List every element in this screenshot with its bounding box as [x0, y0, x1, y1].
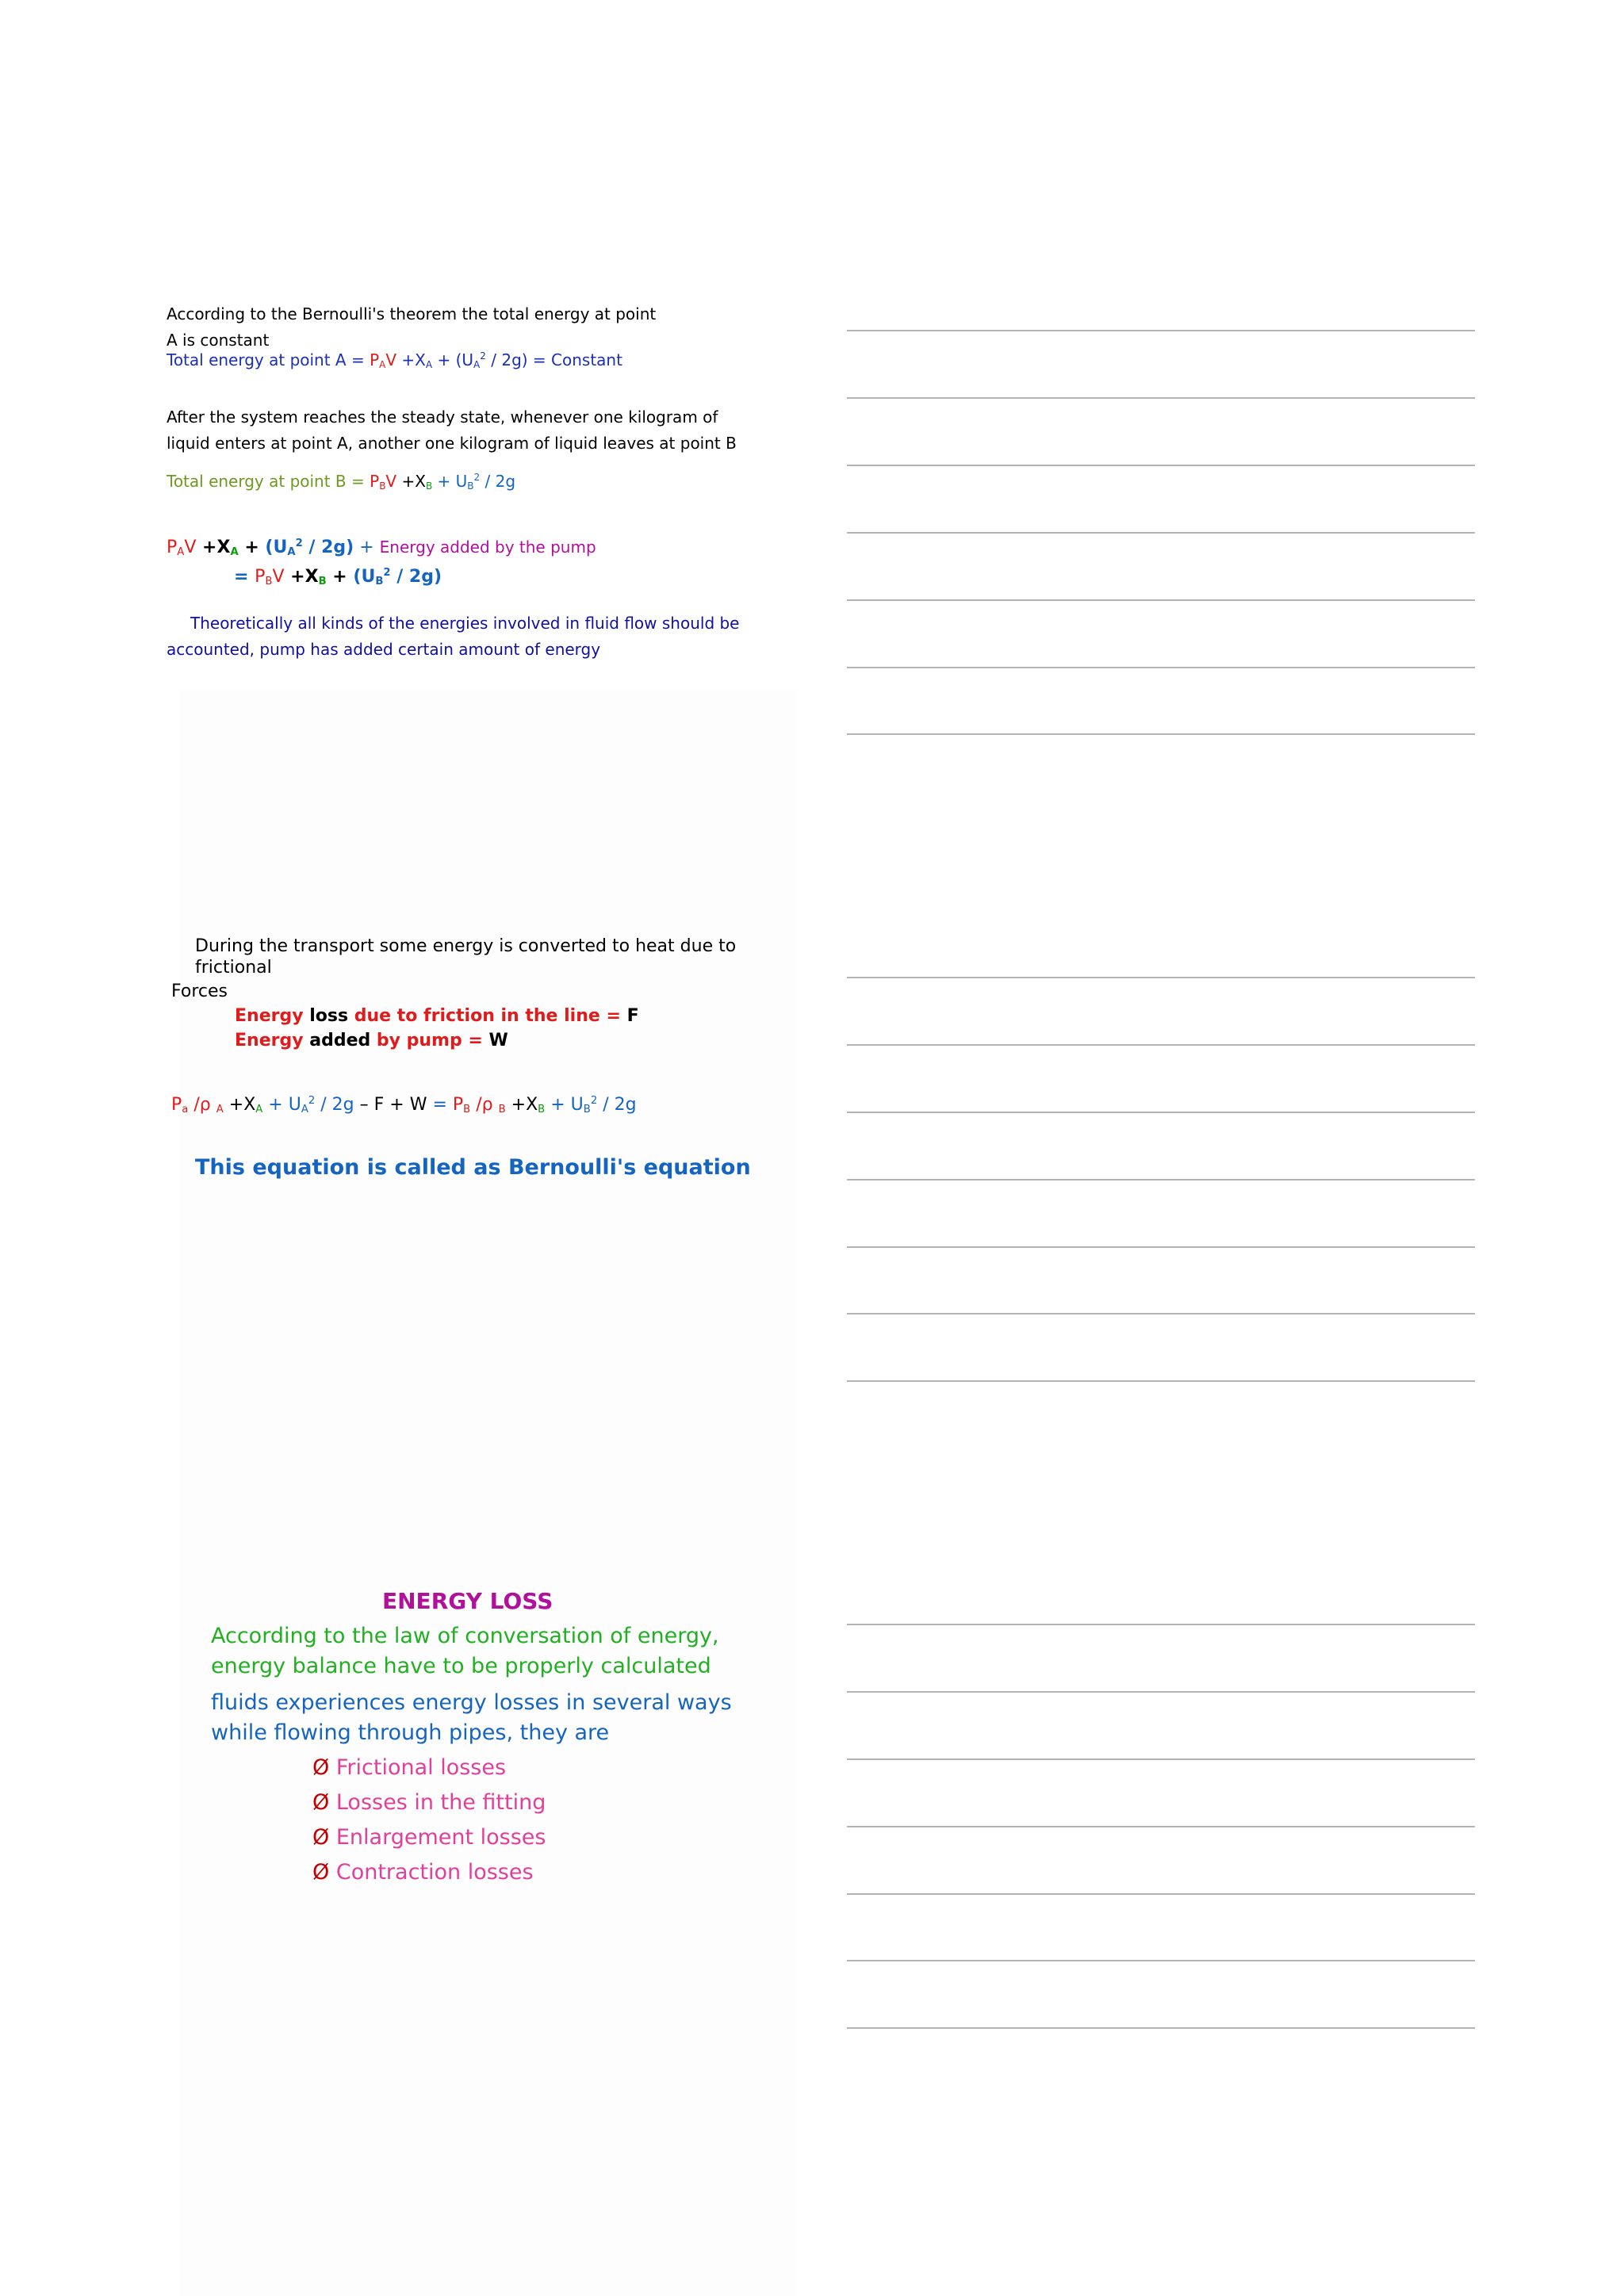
note-line [847, 1960, 1475, 1961]
eq-b-prefix: Total energy at point B = [167, 472, 370, 491]
note-line [847, 465, 1475, 466]
slide2-line1: During the transport some energy is converted to heat due to [195, 936, 737, 956]
slide3-para2-line2: while flowing through pipes, they are [211, 1720, 610, 1745]
eq-a-prefix: Total energy at point A = [167, 350, 370, 369]
slide2-intro [195, 936, 736, 978]
bal-pump-energy: Energy added by the pump [379, 538, 596, 557]
beq-u-tail: / 2g [315, 1095, 354, 1115]
eq-b-v: V [385, 472, 397, 491]
bal-plus3: + [326, 567, 354, 587]
bal-x2: +X [284, 567, 319, 587]
energy-balance-line1 [167, 538, 596, 558]
eq-b-x-sub: B [425, 480, 433, 492]
slide1-para1-line2: A is constant [167, 331, 270, 350]
beq-p2-sub: B [463, 1104, 471, 1115]
bullet-icon: Ø [312, 1790, 330, 1815]
slide1-para3-line1: Theoretically all kinds of the energies involved in fluid flow should be [190, 614, 740, 633]
bal-x2-sub: B [318, 576, 327, 587]
slide3-para1-line1: According to the law of conversation of energy, [211, 1624, 719, 1648]
equation-total-energy-b [167, 472, 515, 492]
slide3-para1-line2: energy balance have to be properly calculated [211, 1654, 711, 1678]
eq-b-tail: / 2g [480, 472, 516, 491]
beq-fw: – F + W [354, 1095, 433, 1115]
eq-a-x-sub: A [425, 359, 433, 370]
bullet-icon: Ø [312, 1755, 330, 1780]
bal-p-sub: A [177, 546, 185, 558]
eq-b-p: P [370, 472, 380, 491]
note-line [847, 1893, 1475, 1895]
slide1-para2-line2: liquid enters at point A, another one kilogram of liquid leaves at point B [167, 434, 737, 453]
eq-a-v: V [385, 350, 397, 369]
note-line [847, 330, 1475, 331]
note-line [847, 667, 1475, 668]
bal-p2-sub: B [265, 576, 273, 587]
bal-u2: (U [353, 567, 376, 587]
slide-1 [0, 293, 809, 690]
beq-p2: P [452, 1095, 464, 1115]
loss-w4: F [626, 1006, 639, 1026]
note-line [847, 397, 1475, 399]
eq-a-u-sub: A [473, 359, 481, 370]
losses-list [312, 1751, 546, 1890]
energy-added-pump [235, 1031, 508, 1050]
slide3-para2-line1: fluids experiences energy losses in several ways [211, 1690, 732, 1715]
list-item [312, 1855, 546, 1890]
bullet-icon: Ø [312, 1860, 330, 1885]
bal-u-sup: 2 [295, 538, 303, 549]
eq-b-p-sub: B [379, 480, 386, 492]
beq-u-sup: 2 [308, 1095, 316, 1107]
note-line [847, 1380, 1475, 1382]
bal-p2: P [255, 567, 266, 587]
beq-slash: /ρ [188, 1095, 216, 1115]
loss-w2: loss [303, 1006, 349, 1026]
beq-u2-sup: 2 [590, 1095, 598, 1107]
note-line [847, 1246, 1475, 1248]
energy-balance-line2 [234, 567, 442, 587]
note-line [847, 977, 1475, 978]
beq-x: +X [223, 1095, 256, 1115]
bernoulli-equation [171, 1095, 637, 1115]
list-item [312, 1751, 546, 1785]
energy-loss-friction [235, 1006, 639, 1026]
note-line [847, 733, 1475, 735]
eq-a-u-sup: 2 [480, 350, 486, 362]
note-line [847, 1826, 1475, 1827]
bal-v: V [184, 538, 197, 557]
list-item [312, 1785, 546, 1820]
beq-u2-tail: / 2g [597, 1095, 637, 1115]
bal-plus2: + [354, 538, 380, 557]
bal-u-tail: / 2g) [302, 538, 354, 557]
added-w3: by pump = [370, 1031, 489, 1050]
list-item [312, 1820, 546, 1855]
slide3-para1 [211, 1621, 719, 1682]
bernoulli-caption: This equation is called as Bernoulli's equation [195, 1155, 751, 1180]
beq-x2: +X [505, 1095, 538, 1115]
bullet-text-contraction: Contraction losses [335, 1860, 534, 1885]
bal-u2-sup: 2 [383, 567, 391, 579]
beq-p: P [171, 1095, 182, 1115]
bal-eq: = [234, 567, 255, 587]
bal-u: (U [265, 538, 288, 557]
loss-w3: due to friction in the line = [348, 1006, 627, 1026]
note-line [847, 2027, 1475, 2029]
added-w1: Energy [235, 1031, 304, 1050]
eq-a-p: P [370, 350, 380, 369]
note-line [847, 1313, 1475, 1314]
beq-u2: + U [545, 1095, 584, 1115]
slide2-line3: Forces [171, 982, 228, 1001]
bal-v2: V [272, 567, 285, 587]
added-w4: W [488, 1031, 508, 1050]
slide1-para1 [167, 301, 656, 354]
bullet-icon: Ø [312, 1825, 330, 1850]
loss-w1: Energy [235, 1006, 304, 1026]
bal-u2-tail: / 2g) [390, 567, 442, 587]
bal-plus: + [238, 538, 266, 557]
bal-u2-sub: B [375, 576, 384, 587]
slide1-para1-line1: According to the Bernoulli's theorem the total energy at point [167, 304, 657, 323]
bullet-text-frictional: Frictional losses [335, 1755, 507, 1780]
bullet-text-fitting: Losses in the fitting [335, 1790, 546, 1815]
eq-a-u: + (U [432, 350, 474, 369]
slide1-para3 [167, 610, 740, 663]
bullet-text-enlargement: Enlargement losses [335, 1825, 546, 1850]
bal-x: +X [196, 538, 231, 557]
eq-b-u-sub: B [467, 480, 474, 492]
beq-rho-sub: A [216, 1104, 224, 1115]
beq-slash2: /ρ [470, 1095, 499, 1115]
bal-x-sub: A [230, 546, 239, 558]
eq-b-x: +X [396, 472, 426, 491]
beq-x2-sub: B [538, 1104, 546, 1115]
beq-u2-sub: B [583, 1104, 591, 1115]
beq-p-sub: a [182, 1104, 189, 1115]
added-w2: added [303, 1031, 371, 1050]
beq-rho2-sub: B [498, 1104, 506, 1115]
note-line [847, 1179, 1475, 1181]
slide1-para3-line2: accounted, pump has added certain amount of energy [167, 640, 601, 659]
slide1-para2-line1: After the system reaches the steady state, whenever one kilogram of [167, 408, 718, 427]
note-line [847, 1044, 1475, 1046]
beq-x-sub: A [255, 1104, 263, 1115]
bal-p: P [167, 538, 178, 557]
slide-shade-1 [178, 690, 797, 2296]
eq-a-x: +X [396, 350, 426, 369]
eq-a-tail: / 2g) = Constant [485, 350, 622, 369]
note-line [847, 599, 1475, 601]
beq-u-sub: A [301, 1104, 308, 1115]
eq-a-p-sub: A [379, 359, 386, 370]
bal-u-sub: A [287, 546, 296, 558]
note-line [847, 532, 1475, 534]
note-line [847, 1758, 1475, 1760]
beq-eq: = [432, 1095, 453, 1115]
slide3-para2 [211, 1688, 732, 1748]
slide1-para2 [167, 404, 737, 457]
note-line [847, 1624, 1475, 1625]
eq-b-u: + U [432, 472, 468, 491]
slide2-line2: frictional [195, 958, 272, 978]
note-line [847, 1112, 1475, 1113]
equation-total-energy-a [167, 350, 622, 370]
eq-b-u-sup: 2 [473, 472, 481, 483]
slide3-title: ENERGY LOSS [382, 1588, 553, 1614]
note-line [847, 1691, 1475, 1693]
beq-u: + U [262, 1095, 301, 1115]
